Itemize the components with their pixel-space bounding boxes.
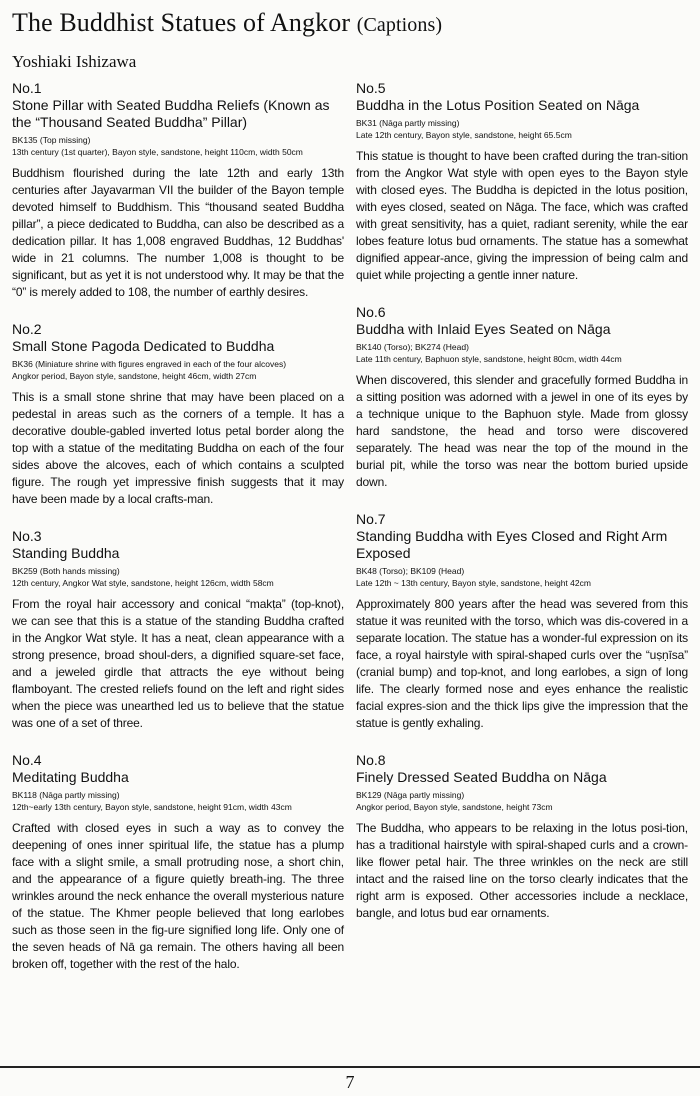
- left-column: [12, 80, 344, 993]
- entry-number: No.4: [12, 752, 42, 768]
- caption-entry: [12, 528, 344, 732]
- entry-description: Crafted with closed eyes in such a way as to convey the deepening of ones inner spiritual life, the statue has a plump face with a slight smile, a small protruding nose, a short chin, and the appearance of a figure quietly breath-ing. The three wrinkles around the neck enhance the overall mysterious nature of the statue. The Khmer people believed that long earlobes such as those seen in the fig-ure signified long life. Only one of the seven heads of Nā ga remain. The others having all been broken off, together with the rest of the halo.: [12, 821, 344, 971]
- entry-meta: Angkor period, Bayon style, sandstone, height 46cm, width 27cm: [12, 371, 257, 381]
- entry-description: The Buddha, who appears to be relaxing in the lotus posi-tion, has a traditional hairstyle with spiral-shaped curls and a crown-like flower petal hair. The three wrinkles on the neck are still intact and the raised line on the torso clearly indicates that the right arm is exposed. Other accessories include a necklace, bangle, and lotus bud ear ornaments.: [356, 821, 688, 920]
- entry-number: No.6: [356, 304, 386, 320]
- entry-number: No.1: [12, 80, 42, 96]
- caption-entry: [356, 752, 688, 922]
- page-title: [12, 8, 690, 40]
- entry-number: No.5: [356, 80, 386, 96]
- caption-entry: [12, 80, 344, 301]
- caption-entry: [356, 80, 688, 284]
- title-main: The Buddhist Statues of Angkor: [12, 8, 351, 37]
- entry-meta: Late 11th century, Baphuon style, sandstone, height 80cm, width 44cm: [356, 354, 622, 364]
- entry-title: Buddha with Inlaid Eyes Seated on Nāga: [356, 321, 611, 337]
- entry-meta: Angkor period, Bayon style, sandstone, height 73cm: [356, 802, 553, 812]
- entry-catalog: BK48 (Torso); BK109 (Head): [356, 566, 465, 576]
- entry-catalog: BK135 (Top missing): [12, 135, 91, 145]
- entry-catalog: BK31 (Nāga partly missing): [356, 118, 460, 128]
- entry-description: Approximately 800 years after the head was severed from this statue it was reunited with the torso, which was dis-covered in a separate location. The statue has a wonder-ful expression on its face, a royal hairstyle with spiral-shaped curls over the “uṣṇīsa” (cranial bump) and top-knot, and long earlobes, a sign of long life. The clearly formed nose and eyes enhance the realistic facial expres-sion and the thick lips give the impression that the statue is gently exhaling.: [356, 597, 688, 730]
- page-number: 7: [345, 1072, 355, 1092]
- entry-meta: Late 12th century, Bayon style, sandstone, height 65.5cm: [356, 130, 572, 140]
- entry-meta: 13th century (1st quarter), Bayon style, sandstone, height 110cm, width 50cm: [12, 147, 303, 157]
- right-column: [356, 80, 688, 942]
- entry-number: No.8: [356, 752, 386, 768]
- entry-meta: 12th~early 13th century, Bayon style, sandstone, height 91cm, width 43cm: [12, 802, 292, 812]
- caption-entry: [356, 511, 688, 732]
- entry-number: No.2: [12, 321, 42, 337]
- entry-catalog: BK129 (Nāga partly missing): [356, 790, 465, 800]
- caption-entry: [12, 321, 344, 508]
- entry-meta: Late 12th ~ 13th century, Bayon style, sandstone, height 42cm: [356, 578, 591, 588]
- entry-title: Standing Buddha: [12, 545, 120, 561]
- entry-title: Finely Dressed Seated Buddha on Nāga: [356, 769, 607, 785]
- entry-description: Buddhism flourished during the late 12th and early 13th centuries after Jayavarman VII the builder of the Bayon temple devoted himself to Buddhism. This “thousand seated Buddha pillar”, a piece dedicated to Buddha, can also be described as a dedication pillar. It has 1,008 engraved Buddhas, 12 Buddhas' wide in 21 columns. The number 1,008 is thought to be significant, but as yet it is not understood why. It may be that the “0” is merely added to 108, the number of earthly desires.: [12, 166, 344, 299]
- author-name: Yoshiaki Ishizawa: [12, 52, 137, 71]
- entry-title: Standing Buddha with Eyes Closed and Right Arm Exposed: [356, 528, 668, 561]
- entry-catalog: BK118 (Nāga partly missing): [12, 790, 120, 800]
- page-header: [12, 8, 690, 72]
- entry-title: Small Stone Pagoda Dedicated to Buddha: [12, 338, 275, 354]
- entry-description: This statue is thought to have been crafted during the tran-sition from the Angkor Wat style with open eyes to the Bayon style with closed eyes. The Buddha is depicted in the lotus position, with eyes closed, seated on Nāga. The face, which was crafted with great sensitivity, has a quiet, radiant serenity, while the ear lobes feature lotus bud ornaments. The statue has a somewhat dignified appear-ance, giving the impression of being calm and quiet while projecting a gentle inner nature.: [356, 149, 688, 282]
- entry-meta: 12th century, Angkor Wat style, sandstone, height 126cm, width 58cm: [12, 578, 274, 588]
- entry-description: When discovered, this slender and gracefully formed Buddha in a sitting position was adorned with a jewel in one of its eyes by a technique unique to the Baphuon style. Made from glossy hard sandstone, the head and torso were discovered separately. The head was near the top of the mound in the burial pit, while the torso was near the bottom buried upside down.: [356, 373, 688, 489]
- footer-divider: [0, 1066, 700, 1068]
- title-subtitle: (Captions): [356, 14, 443, 36]
- entry-catalog: BK36 (Miniature shrine with figures engraved in each of the four alcoves): [12, 359, 287, 369]
- entry-catalog: BK259 (Both hands missing): [12, 566, 120, 576]
- entry-number: No.3: [12, 528, 42, 544]
- entry-description: From the royal hair accessory and conical “makṭa” (top-knot), we can see that this is a statue of the standing Buddha crafted in the Angkor Wat style. It has a neat, clean appearance with a strong presence, broad shoul-ders, a dignified square-set face, and a jeweled girdle that attracts the eye without being flamboyant. The crested reliefs found on the left and right sides when the piece was unearthed led us to believe that the statue was one of a set of three.: [12, 597, 344, 730]
- entry-title: Buddha in the Lotus Position Seated on Nāga: [356, 97, 640, 113]
- entry-description: This is a small stone shrine that may have been placed on a pedestal in areas such as the corners of a temple. It has a decorative double-gabled inverted lotus petal border along the top with a statue of the meditating Buddha on each of the four sides above the alcoves, each of which contains a sculpted figure. The rough yet impressive finish suggests that it may have been made by a local crafts-man.: [12, 390, 344, 506]
- caption-entry: [12, 752, 344, 973]
- entry-number: No.7: [356, 511, 386, 527]
- entry-catalog: BK140 (Torso); BK274 (Head): [356, 342, 469, 352]
- caption-entry: [356, 304, 688, 491]
- entry-title: Meditating Buddha: [12, 769, 129, 785]
- entry-title: Stone Pillar with Seated Buddha Reliefs (Known as the “Thousand Seated Buddha” Pillar): [12, 97, 330, 130]
